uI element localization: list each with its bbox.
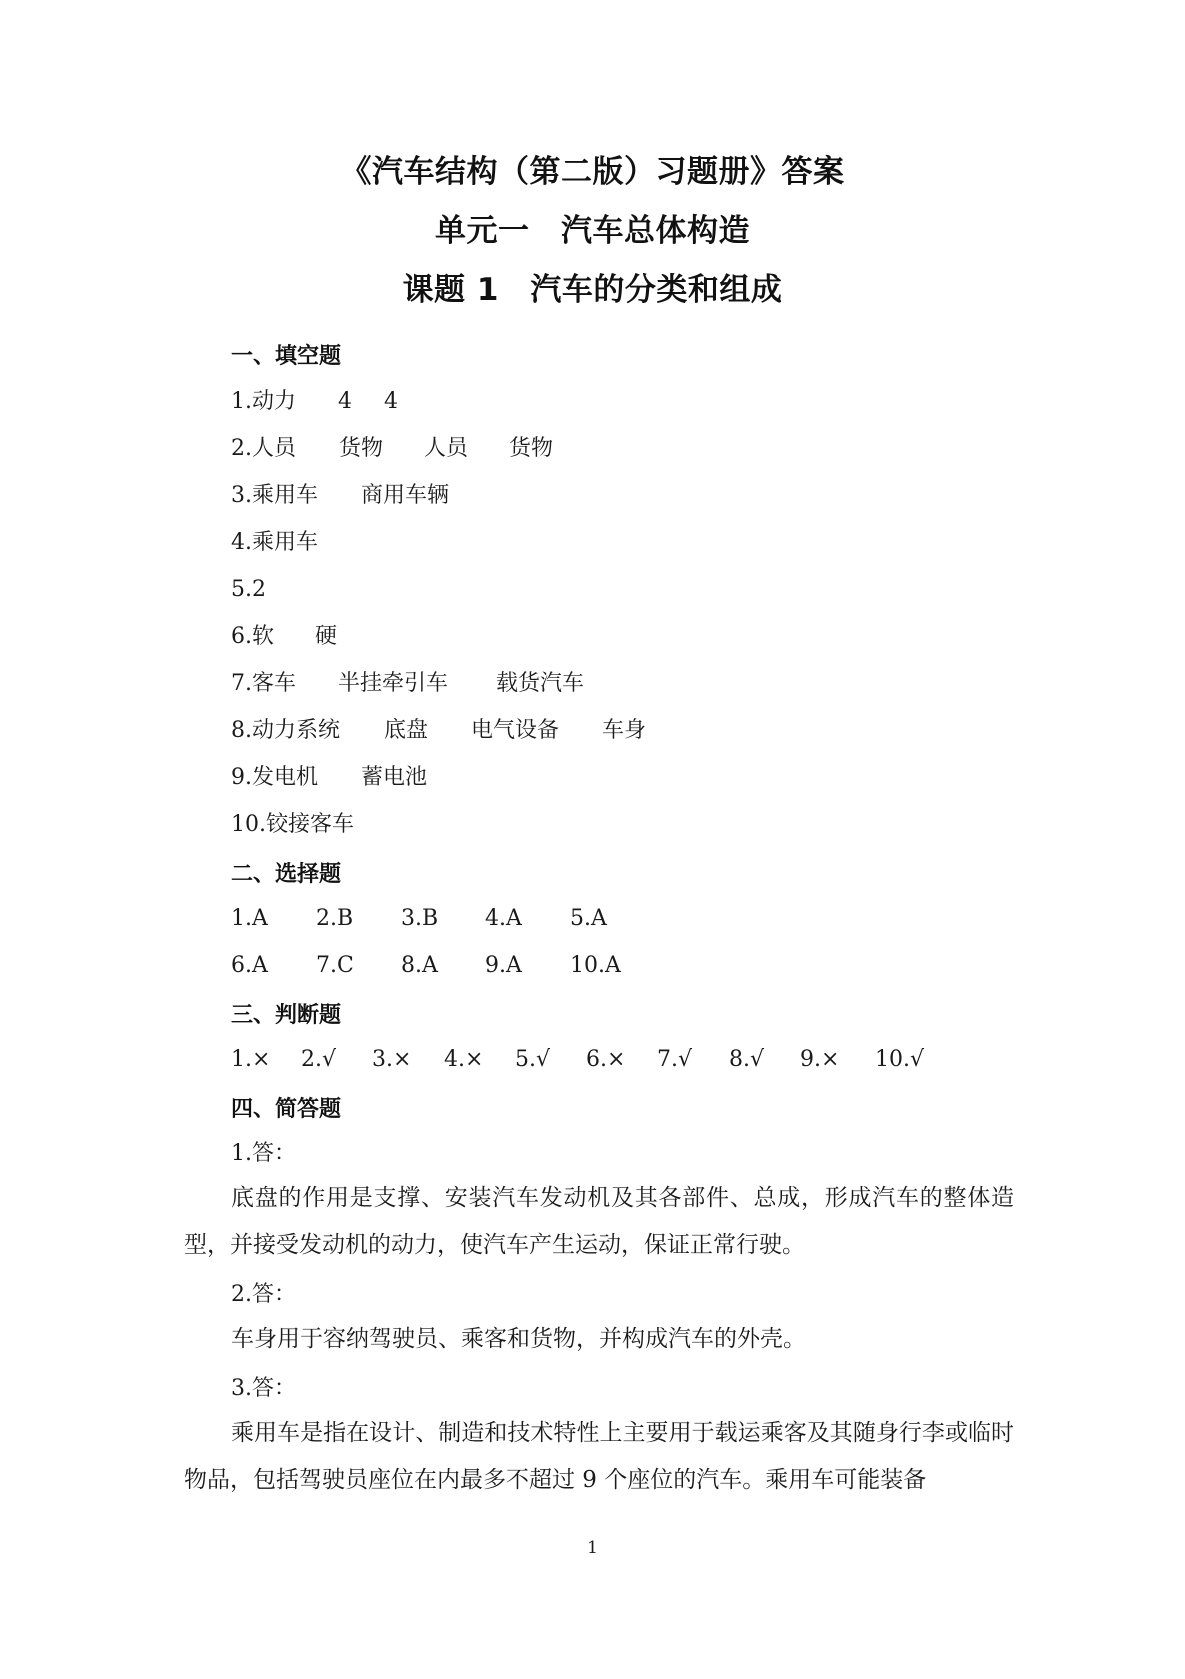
answer-item: 1.动力	[231, 389, 296, 414]
short-answer-text: 乘用车是指在设计、制造和技术特性上主要用于载运乘客及其随身行李或临时物品，包括驾驶员座位在内最多不超过 9 个座位的汽车。乘用车可能装备	[184, 1420, 1014, 1493]
answer-item: 10.铰接客车	[231, 812, 354, 837]
answer-item: 2.√	[301, 1047, 337, 1072]
short-answer-label: 2.答：	[231, 1282, 296, 1307]
book-title: 《汽车结构（第二版）习题册》答案	[340, 154, 845, 190]
answer-item: 人员	[424, 436, 469, 461]
answer-item: 7.C	[316, 953, 354, 978]
section-choice-heading: 二、选择题	[231, 862, 342, 887]
answer-item: 1.A	[231, 906, 268, 931]
answer-item: 2.B	[316, 906, 354, 931]
answer-item: 7.√	[657, 1047, 693, 1072]
answer-item: 4	[384, 389, 398, 414]
section-fill-heading: 一、填空题	[231, 344, 342, 369]
unit-title: 单元一 汽车总体构造	[435, 213, 750, 249]
answer-item: 3.乘用车	[231, 483, 318, 508]
answer-item: 蓄电池	[361, 765, 428, 790]
answer-item: 5.2	[231, 577, 266, 602]
page-number: 1	[587, 1538, 598, 1558]
answer-item: 9.发电机	[231, 765, 318, 790]
answer-item: 8.√	[729, 1047, 765, 1072]
answer-item: 货物	[339, 436, 384, 461]
short-answer-text: 车身用于容纳驾驶员、乘客和货物，并构成汽车的外壳。	[231, 1326, 806, 1352]
answer-item: 货物	[509, 436, 554, 461]
answer-item: 4.乘用车	[231, 530, 318, 555]
answer-item: 载货汽车	[496, 671, 585, 696]
answer-item: 4	[338, 389, 352, 414]
answer-item: 5.√	[515, 1047, 551, 1072]
answer-item: 9.×	[800, 1047, 840, 1072]
answer-item: 1.×	[231, 1047, 271, 1072]
answer-item: 商用车辆	[361, 483, 450, 508]
answer-item: 6.A	[231, 953, 268, 978]
section-judge-heading: 三、判断题	[231, 1003, 342, 1028]
answer-item: 8.动力系统	[231, 718, 340, 743]
answer-item: 半挂牵引车	[338, 671, 449, 696]
answer-item: 6.×	[586, 1047, 626, 1072]
answer-item: 硬	[315, 624, 338, 649]
answer-item: 5.A	[570, 906, 607, 931]
answer-item: 3.B	[401, 906, 439, 931]
answer-item: 4.×	[444, 1047, 484, 1072]
section-short-heading: 四、简答题	[231, 1097, 342, 1122]
answer-item: 4.A	[485, 906, 522, 931]
answer-item: 10.A	[570, 953, 621, 978]
answer-item: 2.人员	[231, 436, 296, 461]
answer-item: 车身	[602, 718, 647, 743]
short-answer-label: 3.答：	[231, 1376, 296, 1401]
answer-item: 电气设备	[471, 718, 560, 743]
answer-item: 9.A	[485, 953, 522, 978]
short-answer-text: 底盘的作用是支撑、安装汽车发动机及其各部件、总成，形成汽车的整体造型，并接受发动机的动力，使汽车产生运动，保证正常行驶。	[184, 1185, 1014, 1258]
answer-item: 7.客车	[231, 671, 296, 696]
answer-item: 8.A	[401, 953, 438, 978]
answer-item: 6.软	[231, 624, 274, 649]
answer-item: 3.×	[372, 1047, 412, 1072]
short-answer-label: 1.答：	[231, 1141, 296, 1166]
answer-item: 底盘	[384, 718, 429, 743]
answer-item: 10.√	[875, 1047, 925, 1072]
lesson-title: 课题 1 汽车的分类和组成	[402, 272, 783, 308]
